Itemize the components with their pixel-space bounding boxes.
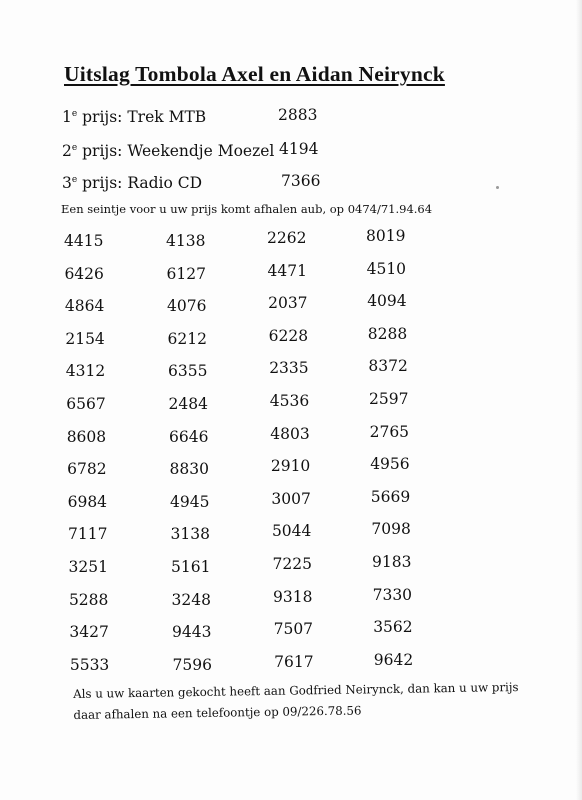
- winning-number-r5-c3: 2335: [269, 359, 309, 378]
- winning-number-r7-c4: 2765: [369, 422, 410, 441]
- winning-number-r10-c1: 7117: [68, 525, 108, 544]
- winning-number-r1-c1: 4415: [64, 232, 104, 250]
- winning-number-r2-c2: 6127: [166, 264, 206, 283]
- winning-number-r3-c2: 4076: [167, 297, 207, 316]
- prize-1-text: prijs: Trek MTB: [77, 108, 207, 126]
- prize-2-number: 4194: [279, 140, 319, 158]
- winning-number-r6-c2: 2484: [168, 395, 208, 413]
- prize-1-number: 2883: [278, 106, 318, 124]
- winning-number-r2-c3: 4471: [267, 261, 307, 280]
- prize-1-ordinal: 1: [62, 108, 72, 126]
- winning-number-r3-c4: 4094: [367, 292, 407, 311]
- winning-number-r5-c1: 4312: [65, 362, 106, 381]
- page-title: Uitslag Tombola Axel en Aidan Neirynck: [64, 62, 445, 86]
- winning-number-r11-c4: 9183: [372, 553, 412, 571]
- winning-number-r10-c4: 7098: [371, 520, 411, 539]
- prize-2-ordinal-suffix: e: [71, 142, 78, 153]
- prize-3-number: 7366: [281, 172, 321, 190]
- winning-number-r4-c3: 6228: [268, 326, 309, 345]
- winning-number-r4-c2: 6212: [167, 329, 207, 348]
- prize-3-text: prijs: Radio CD: [77, 174, 203, 192]
- winning-number-r7-c3: 4803: [270, 424, 310, 443]
- prize-2-ordinal: 2: [62, 142, 72, 160]
- winning-number-r13-c3: 7507: [273, 620, 314, 639]
- winning-number-r7-c2: 6646: [169, 427, 209, 446]
- winning-number-r9-c4: 5669: [370, 487, 411, 506]
- winning-number-r12-c3: 9318: [273, 587, 313, 606]
- winning-number-r12-c1: 5288: [68, 590, 109, 609]
- winning-number-r12-c2: 3248: [171, 590, 211, 609]
- winning-number-r13-c1: 3427: [69, 623, 109, 642]
- winning-number-r6-c4: 2597: [369, 390, 409, 408]
- winning-number-r4-c1: 2154: [65, 329, 105, 348]
- scan-speck: [496, 186, 499, 189]
- winning-number-r9-c2: 4945: [170, 492, 210, 511]
- winning-number-r1-c4: 8019: [366, 227, 406, 245]
- winning-number-r6-c1: 6567: [66, 395, 106, 413]
- winning-number-r1-c3: 2262: [267, 229, 307, 247]
- winning-number-r8-c3: 2910: [270, 457, 311, 476]
- prize-2-text: prijs: Weekendje Moezel: [77, 142, 275, 160]
- footer-line-2: daar afhalen na een telefoontje op 09/226.78.56: [73, 703, 362, 722]
- prize-3-ordinal-suffix: e: [71, 174, 78, 185]
- winning-number-r6-c3: 4536: [269, 392, 310, 410]
- winning-number-r9-c3: 3007: [271, 489, 311, 508]
- winning-number-r11-c3: 7225: [272, 555, 312, 573]
- winning-number-r7-c1: 8608: [66, 427, 107, 446]
- winning-number-r12-c4: 7330: [372, 585, 413, 604]
- winning-number-r11-c2: 5161: [171, 558, 211, 576]
- winning-number-r14-c4: 9642: [373, 650, 414, 669]
- winning-number-r9-c1: 6984: [67, 492, 108, 511]
- winning-number-r14-c2: 7596: [172, 655, 212, 674]
- winning-number-r8-c1: 6782: [67, 460, 107, 479]
- winning-number-r14-c3: 7617: [274, 652, 314, 671]
- winning-number-r2-c4: 4510: [366, 259, 407, 278]
- contact-notice: Een seintje voor u uw prijs komt afhalen aub, op 0474/71.94.64: [61, 202, 433, 216]
- winning-number-r5-c4: 8372: [368, 357, 408, 376]
- winning-number-r2-c1: 6426: [64, 264, 104, 283]
- winning-number-r3-c1: 4864: [64, 297, 105, 316]
- winning-number-r5-c2: 6355: [168, 362, 208, 381]
- winning-number-r3-c3: 2037: [268, 294, 308, 313]
- winning-number-r11-c1: 3251: [68, 558, 108, 576]
- winning-number-r1-c2: 4138: [166, 232, 206, 250]
- winning-number-r10-c2: 3138: [170, 525, 210, 544]
- winning-number-r10-c3: 5044: [271, 522, 312, 541]
- footer-note: [73, 677, 519, 726]
- winning-number-r8-c2: 8830: [169, 460, 209, 479]
- winning-number-r8-c4: 4956: [370, 455, 410, 474]
- winning-number-r4-c4: 8288: [367, 324, 408, 343]
- prize-1-ordinal-suffix: e: [71, 108, 78, 119]
- footer-line-1: Als u uw kaarten gekocht heeft aan Godfried Neirynck, dan kan u uw prijs: [73, 680, 519, 701]
- prize-3-ordinal: 3: [62, 174, 72, 192]
- winning-number-r13-c4: 3562: [373, 618, 413, 637]
- winning-number-r14-c1: 5533: [69, 655, 110, 674]
- winning-number-r13-c2: 9443: [172, 623, 212, 642]
